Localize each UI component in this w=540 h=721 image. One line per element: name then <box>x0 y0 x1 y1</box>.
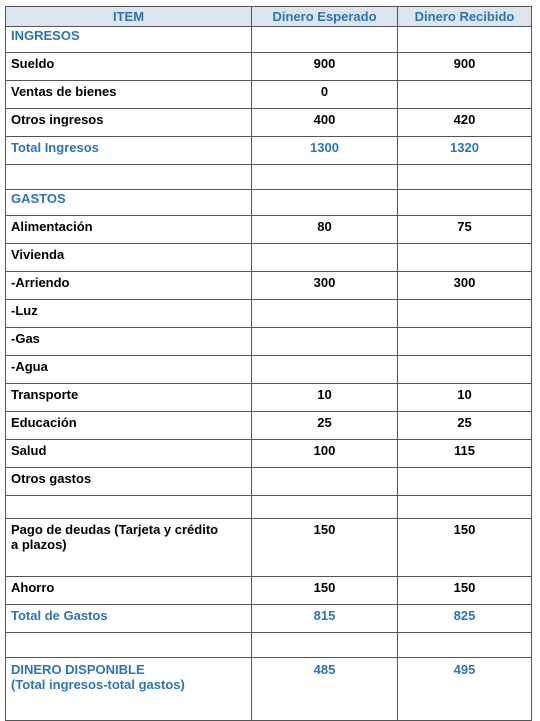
row-label: Salud <box>6 440 252 468</box>
received-value: 75 <box>398 216 532 244</box>
row-label: Ventas de bienes <box>6 81 252 109</box>
received-value: 115 <box>398 440 532 468</box>
empty-cell <box>252 27 398 53</box>
row-label: Sueldo <box>6 53 252 81</box>
received-value: 25 <box>398 412 532 440</box>
expected-value: 25 <box>252 412 398 440</box>
table-row <box>6 272 532 300</box>
expected-value: 150 <box>252 519 398 577</box>
disponible-expected: 485 <box>252 658 398 721</box>
header-row <box>6 7 532 27</box>
section-row-gastos <box>6 190 532 216</box>
table-row <box>6 440 532 468</box>
table-row <box>6 384 532 412</box>
table-row-savings <box>6 577 532 605</box>
budget-table <box>5 6 532 721</box>
expected-value: 0 <box>252 81 398 109</box>
received-value: 420 <box>398 109 532 137</box>
table-row <box>6 216 532 244</box>
empty-cell <box>398 190 532 216</box>
received-value <box>398 328 532 356</box>
empty-cell <box>252 165 398 190</box>
blank-row <box>6 496 532 519</box>
expected-value: 900 <box>252 53 398 81</box>
disponible-label-line2: (Total ingresos-total gastos) <box>11 677 185 692</box>
received-value <box>398 356 532 384</box>
expected-value <box>252 328 398 356</box>
disponible-received: 495 <box>398 658 532 721</box>
table-row <box>6 81 532 109</box>
row-label: -Gas <box>6 328 252 356</box>
row-label: Otros gastos <box>6 468 252 496</box>
header-expected: Dinero Esperado <box>252 7 398 27</box>
received-value: 10 <box>398 384 532 412</box>
expected-value <box>252 300 398 328</box>
total-ingresos-label: Total Ingresos <box>6 137 252 165</box>
empty-cell <box>6 633 252 658</box>
empty-cell <box>398 496 532 519</box>
total-row-gastos <box>6 605 532 633</box>
disponible-label <box>6 658 252 721</box>
debt-label-line1: Pago de deudas (Tarjeta y crédito <box>11 522 219 537</box>
expected-value: 10 <box>252 384 398 412</box>
expected-value: 150 <box>252 577 398 605</box>
table-row <box>6 412 532 440</box>
empty-cell <box>398 27 532 53</box>
table-row <box>6 356 532 384</box>
table-row <box>6 468 532 496</box>
empty-cell <box>398 633 532 658</box>
expected-value <box>252 356 398 384</box>
received-value <box>398 81 532 109</box>
row-label: -Arriendo <box>6 272 252 300</box>
total-row-ingresos <box>6 137 532 165</box>
expected-value: 100 <box>252 440 398 468</box>
total-gastos-expected: 815 <box>252 605 398 633</box>
debt-label-line2: a plazos) <box>11 537 67 552</box>
disponible-row <box>6 658 532 721</box>
row-label: -Luz <box>6 300 252 328</box>
row-label: Educación <box>6 412 252 440</box>
row-label: Otros ingresos <box>6 109 252 137</box>
empty-cell <box>6 165 252 190</box>
section-title-ingresos: INGRESOS <box>6 27 252 53</box>
row-label: Vivienda <box>6 244 252 272</box>
received-value: 900 <box>398 53 532 81</box>
debt-label <box>6 519 252 577</box>
row-label: Transporte <box>6 384 252 412</box>
header-received: Dinero Recibido <box>398 7 532 27</box>
section-title-gastos: GASTOS <box>6 190 252 216</box>
total-gastos-label: Total de Gastos <box>6 605 252 633</box>
table-row <box>6 109 532 137</box>
section-row-ingresos <box>6 27 532 53</box>
received-value <box>398 468 532 496</box>
table-row <box>6 244 532 272</box>
empty-cell <box>252 633 398 658</box>
blank-row <box>6 633 532 658</box>
received-value: 150 <box>398 519 532 577</box>
table-row <box>6 300 532 328</box>
header-item: ITEM <box>6 7 252 27</box>
disponible-label-line1: DINERO DISPONIBLE <box>11 662 145 677</box>
blank-row <box>6 165 532 190</box>
expected-value: 400 <box>252 109 398 137</box>
received-value <box>398 244 532 272</box>
expected-value: 300 <box>252 272 398 300</box>
expected-value <box>252 244 398 272</box>
table-row-debt <box>6 519 532 577</box>
received-value: 150 <box>398 577 532 605</box>
row-label: -Agua <box>6 356 252 384</box>
table-row <box>6 328 532 356</box>
empty-cell <box>252 496 398 519</box>
row-label: Alimentación <box>6 216 252 244</box>
empty-cell <box>398 165 532 190</box>
table-row <box>6 53 532 81</box>
empty-cell <box>252 190 398 216</box>
received-value <box>398 300 532 328</box>
empty-cell <box>6 496 252 519</box>
expected-value: 80 <box>252 216 398 244</box>
total-ingresos-received: 1320 <box>398 137 532 165</box>
received-value: 300 <box>398 272 532 300</box>
total-gastos-received: 825 <box>398 605 532 633</box>
total-ingresos-expected: 1300 <box>252 137 398 165</box>
expected-value <box>252 468 398 496</box>
row-label: Ahorro <box>6 577 252 605</box>
